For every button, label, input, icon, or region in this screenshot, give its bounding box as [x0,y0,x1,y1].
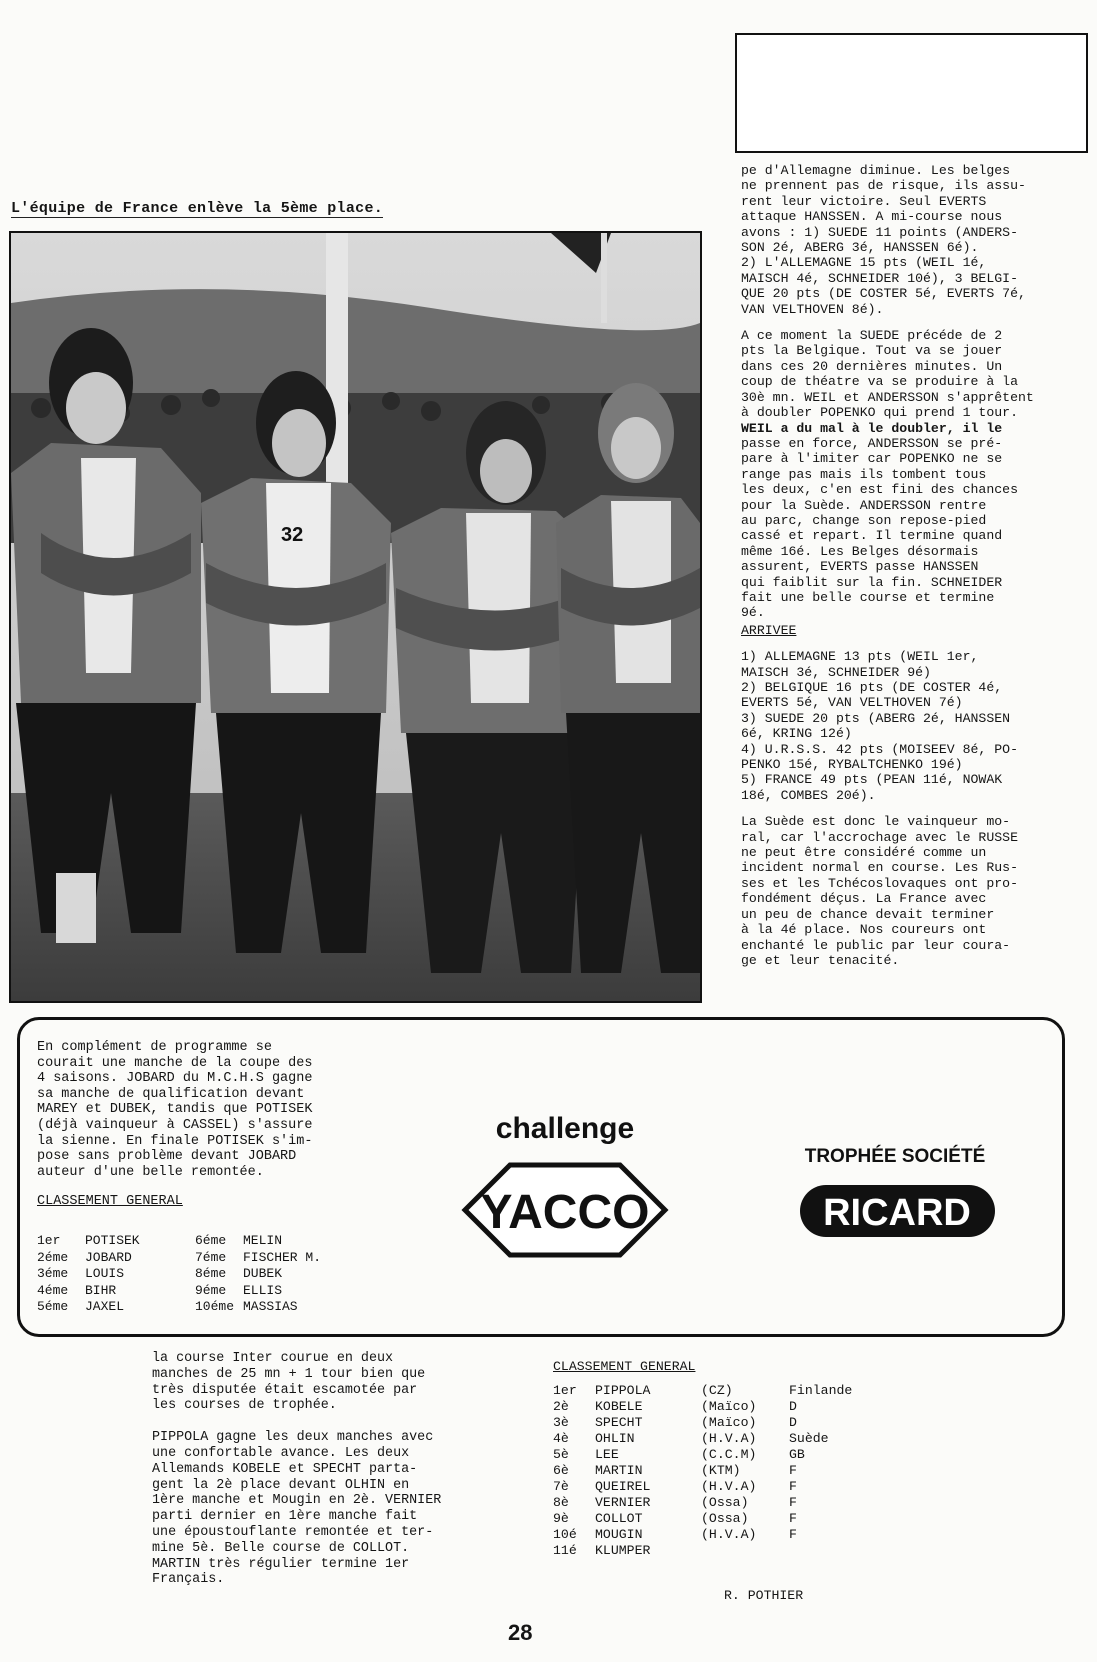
table-row: 9è COLLOT (Ossa) F [553,1510,797,1526]
inter-results [553,1359,913,1559]
table-row: 3éme LOUIS 8éme DUBEK [37,1266,283,1282]
paragraph: La Suède est donc le vainqueur mo- ral, car l'accrochage avec le RUSSE ne peut être considéré comme un incident normal en course. Les Rus- ses et les Tchécoslovaques ont pro- fondément déçus. La France avec un peu de chance devait terminer à la 4é place. Nos coureurs ont enchanté le public par leur coura- ge et leur tenacité. [741,814,1018,968]
yacco-logo [455,1110,675,1270]
article-right-column [741,163,1083,979]
results-title: CLASSEMENT GENERAL [553,1359,696,1374]
table-row: 1er POTISEK 6éme MELIN [37,1233,283,1248]
box-classement-table [37,1233,377,1316]
box-article [37,1040,397,1221]
paragraph: passe en force, ANDERSSON se pré- pare à l'imiter car POPENKO ne se range pas mais ils tombent tous les deux, c'en est fini des chances pour la Suède. ANDERSSON rentre au parc, change son repose-pied cassé et repart. Il termine quand même 16é. Les Belges désormais assurent, EVERTS passe HANSSEN qui faiblit sur la fin. SCHNEIDER fait une belle course et termine 9é. [741,435,1018,621]
page-number: 28 [508,1620,533,1645]
table-row: 4éme BIHR 9éme ELLIS [37,1282,283,1298]
team-photo [9,231,702,1003]
table-row: 3è SPECHT (Maïco) D [553,1414,797,1430]
logo-challenge-text: challenge [495,1112,635,1145]
section-heading-arrivee: ARRIVEE [741,622,797,638]
table-row: 11é KLUMPER [553,1542,651,1558]
ricard-logo [780,1140,1040,1260]
logo-trophee-text: TROPHÉE SOCIÉTÉ [804,1146,986,1167]
author-signature: R. POTHIER [724,1588,804,1603]
paragraph: PIPPOLA gagne les deux manches avec une confortable avance. Les deux Allemands KOBELE et SPECHT parta- gent la 2è place devant OLHIN en 1ère manche et Mougin en 2è. VERNIER parti dernier en 1ère manche fait une époustouflante remontée et ter- mine 5è. Belle course de COLLOT. MARTIN très régulier termine 1er Français. [152,1430,442,1588]
table-row: 5è LEE (C.C.M) GB [553,1446,805,1462]
logo-ricard-text: RICARD [823,1192,971,1234]
table-row: 4è OHLIN (H.V.A) Suède [553,1430,829,1446]
table-row: 10é MOUGIN (H.V.A) F [553,1526,797,1542]
logo-yacco-text: YACCO [480,1186,650,1239]
empty-frame [735,33,1088,153]
table-row: 1er PIPPOLA (CZ) Finlande [553,1382,853,1398]
table-row: 8è VERNIER (Ossa) F [553,1494,797,1510]
bib-number: 32 [281,524,304,546]
table-row: 7è QUEIREL (H.V.A) F [553,1478,797,1494]
table-row: 2è KOBELE (Maïco) D [553,1398,797,1414]
box-classement-title: CLASSEMENT GENERAL [37,1194,183,1210]
table-row: 6è MARTIN (KTM) F [553,1462,797,1478]
paragraph: la course Inter courue en deux manches de 25 mn + 1 tour bien que très disputée était escamotée par les courses de trophée. [152,1351,426,1414]
paragraph: pe d'Allemagne diminue. Les belges ne prennent pas de risque, ils assu- rent leur victoire. Seul EVERTS attaque HANSSEN. A mi-course nous avons : 1) SUEDE 11 points (ANDERS- SON 2é, ABERG 3é, HANSSEN 6é). 2) L'ALLEMAGNE 15 pts (WEIL 1é, MAISCH 4é, SCHNEIDER 10é), 3 BELGI- QUE 20 pts (DE COSTER 5é, EVERTS 7é, VAN VELTHOVEN 8é). [741,163,1026,317]
results-table [553,1383,858,1559]
paragraph: A ce moment la SUEDE précéde de 2 pts la Belgique. Tout va se jouer dans ces 20 dernières minutes. Un coup de théatre va se produire à la 30è mn. WEIL et ANDERSSON s'apprêtent à doubler POPENKO qui prend 1 tour. [741,328,1034,421]
lower-article [152,1351,492,1599]
photo-caption: L'équipe de France enlève la 5ème place. [11,200,384,217]
paragraph-emphasis: WEIL a du mal à le doubler, il le [741,420,1003,436]
box-paragraph: En complément de programme se courait une manche de la coupe des 4 saisons. JOBARD du M.C.H.S gagne sa manche de qualification devant MAREY et DUBEK, tandis que POTISEK (déjà vainqueur à CASSEL) s'assure la sienne. En finale POTISEK s'im- pose sans problème devant JOBARD auteur d'une belle remontée. [37,1040,313,1180]
table-row: 2éme JOBARD 7éme FISCHER M. [37,1249,322,1265]
arrivee-results: 1) ALLEMAGNE 13 pts (WEIL 1er, MAISCH 3é, SCHNEIDER 9é) 2) BELGIQUE 16 pts (DE COSTER 4é, EVERTS 5é, VAN VELTHOVEN 7é) 3) SUEDE 20 pts (ABERG 2é, HANSSEN 6é, KRING 12é) 4) U.R.S.S. 42 pts (MOISEEV 8é, PO- PENKO 15é, RYBALTCHENKO 19é) 5) FRANCE 49 pts (PEAN 11é, NOWAK 18é, COMBES 20é). [741,649,1018,803]
table-row: 5éme JAXEL 10éme MASSIAS [37,1299,298,1315]
